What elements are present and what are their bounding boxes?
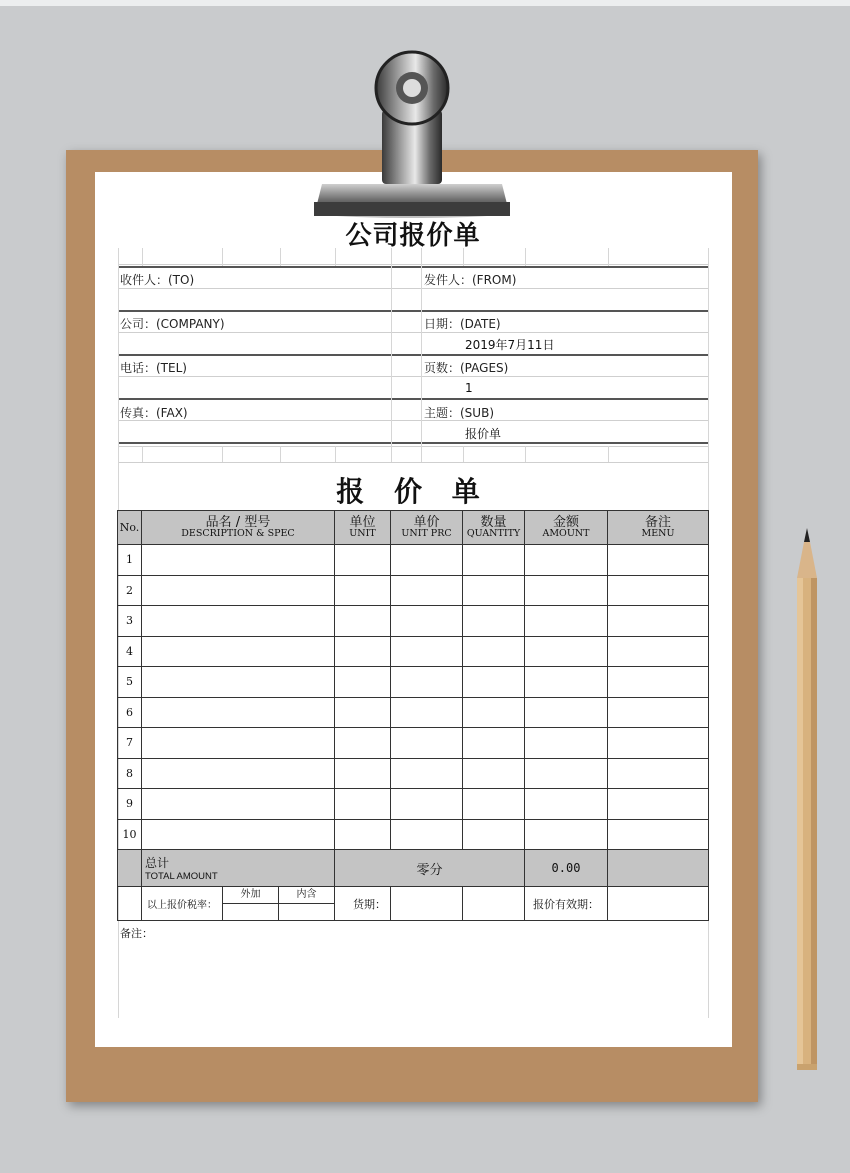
- table-cell[interactable]: [391, 697, 463, 728]
- tel-label: 电话：(TEL): [120, 361, 187, 375]
- table-row: [118, 545, 709, 576]
- table-cell[interactable]: [608, 636, 709, 667]
- table-cell[interactable]: [391, 728, 463, 759]
- tax-cell: [142, 887, 335, 921]
- total-en-label: TOTAL AMOUNT: [145, 871, 218, 882]
- table-cell[interactable]: [463, 606, 525, 637]
- grid-line: [118, 462, 709, 463]
- document-title: 公司报价单: [345, 221, 481, 251]
- table-row: [118, 575, 709, 606]
- row-number: 8: [118, 758, 142, 789]
- table-cell[interactable]: [525, 728, 608, 759]
- from-label: 发件人：(FROM): [424, 273, 517, 287]
- table-cell[interactable]: [463, 667, 525, 698]
- pencil: [794, 528, 820, 1072]
- table-row: [118, 789, 709, 820]
- table-cell[interactable]: [142, 606, 335, 637]
- table-cell[interactable]: [335, 697, 391, 728]
- delivery-input[interactable]: [391, 887, 463, 921]
- tax-label: 以上报价税率：: [147, 900, 217, 911]
- grid-line: [608, 446, 609, 462]
- grid-line: [280, 446, 281, 462]
- table-cell[interactable]: [608, 819, 709, 850]
- grid-line: [118, 376, 709, 377]
- row-number: 10: [118, 819, 142, 850]
- total-amount: 0.00: [525, 850, 608, 887]
- row-number: 3: [118, 606, 142, 637]
- table-cell[interactable]: [463, 819, 525, 850]
- grid-border: [118, 310, 709, 312]
- pages-value[interactable]: 1: [465, 381, 473, 395]
- table-cell[interactable]: [142, 758, 335, 789]
- table-cell[interactable]: [142, 819, 335, 850]
- row-number: 4: [118, 636, 142, 667]
- table-cell[interactable]: [142, 728, 335, 759]
- col-remark: 备注 MENU: [608, 511, 709, 545]
- table-cell[interactable]: [335, 545, 391, 576]
- grid-line: [525, 446, 526, 462]
- row-number: 6: [118, 697, 142, 728]
- grid-line: [280, 248, 281, 266]
- total-words: 零分: [335, 850, 525, 887]
- table-cell[interactable]: [335, 636, 391, 667]
- table-cell[interactable]: [525, 575, 608, 606]
- table-cell[interactable]: [525, 819, 608, 850]
- remarks-label: 备注：: [120, 927, 153, 940]
- table-row: [118, 728, 709, 759]
- tax-included-input[interactable]: [279, 904, 334, 920]
- grid-line: [222, 248, 223, 266]
- table-cell[interactable]: [335, 758, 391, 789]
- subject-label: 主题：(SUB): [424, 406, 494, 420]
- table-cell[interactable]: [335, 789, 391, 820]
- grid-line: [118, 288, 709, 289]
- table-cell[interactable]: [608, 667, 709, 698]
- row-number: 1: [118, 545, 142, 576]
- binder-clip: [314, 44, 510, 220]
- table-cell[interactable]: [608, 545, 709, 576]
- table-header-row: [118, 511, 709, 545]
- table-cell[interactable]: [525, 697, 608, 728]
- table-cell[interactable]: [463, 789, 525, 820]
- row-number: 2: [118, 575, 142, 606]
- date-value[interactable]: 2019年7月11日: [465, 338, 555, 352]
- total-remark-cell: [608, 850, 709, 887]
- table-cell[interactable]: [525, 606, 608, 637]
- table-cell[interactable]: [391, 575, 463, 606]
- table-cell[interactable]: [335, 728, 391, 759]
- grid-border: [118, 398, 709, 400]
- table-cell[interactable]: [391, 667, 463, 698]
- table-cell[interactable]: [391, 606, 463, 637]
- table-cell[interactable]: [335, 575, 391, 606]
- tax-row: [118, 887, 709, 921]
- table-row: [118, 606, 709, 637]
- company-label: 公司：(COMPANY): [120, 317, 225, 331]
- table-row: [118, 636, 709, 667]
- table-cell[interactable]: [463, 575, 525, 606]
- table-cell[interactable]: [608, 728, 709, 759]
- grid-line: [222, 446, 223, 462]
- table-cell[interactable]: [142, 636, 335, 667]
- delivery-label: 货期：: [335, 887, 391, 921]
- col-quantity: 数量 QUANTITY: [463, 511, 525, 545]
- table-cell[interactable]: [391, 819, 463, 850]
- col-description: 品名 / 型号 DESCRIPTION & SPEC: [142, 511, 335, 545]
- table-row: [118, 758, 709, 789]
- table-cell[interactable]: [142, 545, 335, 576]
- table-cell[interactable]: [142, 697, 335, 728]
- table-cell[interactable]: [142, 667, 335, 698]
- fax-label: 传真：(FAX): [120, 406, 188, 420]
- table-cell[interactable]: [525, 667, 608, 698]
- grid-line: [118, 420, 709, 421]
- to-label: 收件人：(TO): [120, 273, 195, 287]
- row-number: 5: [118, 667, 142, 698]
- pages-label: 页数：(PAGES): [424, 361, 509, 375]
- grid-line: [421, 248, 422, 462]
- table-cell[interactable]: [391, 758, 463, 789]
- tax-included-label: 内含: [296, 889, 317, 900]
- grid-border: [118, 266, 709, 268]
- tax-row-blank: [463, 887, 525, 921]
- row-number: 9: [118, 789, 142, 820]
- top-strip: [0, 0, 850, 6]
- table-cell[interactable]: [525, 758, 608, 789]
- grid-line: [118, 264, 709, 265]
- table-cell[interactable]: [142, 789, 335, 820]
- table-cell[interactable]: [463, 697, 525, 728]
- table-cell[interactable]: [463, 636, 525, 667]
- table-cell[interactable]: [608, 575, 709, 606]
- table-cell[interactable]: [142, 575, 335, 606]
- tax-blank-cell: [118, 887, 142, 921]
- table-cell[interactable]: [463, 728, 525, 759]
- table-cell[interactable]: [608, 758, 709, 789]
- col-amount: 金额 AMOUNT: [525, 511, 608, 545]
- validity-label: 报价有效期：: [525, 887, 608, 921]
- total-label-cell: [142, 850, 335, 887]
- total-row: [118, 850, 709, 887]
- table-cell[interactable]: [335, 819, 391, 850]
- grid-border: [118, 354, 709, 356]
- grid-line: [142, 446, 143, 462]
- table-cell[interactable]: [391, 789, 463, 820]
- col-unit: 单位 UNIT: [335, 511, 391, 545]
- quote-heading: 报 价 单: [336, 475, 490, 508]
- table-row: [118, 697, 709, 728]
- table-cell[interactable]: [608, 606, 709, 637]
- grid-line: [118, 332, 709, 333]
- table-cell[interactable]: [391, 636, 463, 667]
- total-cn-label: 总计: [145, 856, 170, 870]
- subject-value[interactable]: 报价单: [465, 427, 502, 441]
- date-label: 日期：(DATE): [424, 317, 501, 331]
- tax-extra-label: 外加: [223, 887, 279, 903]
- table-cell[interactable]: [335, 606, 391, 637]
- table-cell[interactable]: [525, 636, 608, 667]
- table-cell[interactable]: [463, 545, 525, 576]
- table-cell[interactable]: [608, 789, 709, 820]
- grid-line: [463, 446, 464, 462]
- grid-line: [118, 446, 709, 447]
- table-cell[interactable]: [463, 758, 525, 789]
- table-row: [118, 667, 709, 698]
- table-cell[interactable]: [608, 697, 709, 728]
- col-unit-price: 单价 UNIT PRC: [391, 511, 463, 545]
- table-cell[interactable]: [525, 545, 608, 576]
- table-cell[interactable]: [391, 545, 463, 576]
- col-no: No.: [118, 511, 142, 545]
- row-number: 7: [118, 728, 142, 759]
- tax-extra-input[interactable]: [223, 904, 279, 920]
- table-cell[interactable]: [525, 789, 608, 820]
- table-row: [118, 819, 709, 850]
- grid-line: [142, 248, 143, 266]
- total-blank-cell: [118, 850, 142, 887]
- validity-input[interactable]: [608, 887, 709, 921]
- grid-line: [391, 248, 392, 462]
- grid-border: [118, 442, 709, 444]
- table-cell[interactable]: [335, 667, 391, 698]
- grid-line: [608, 248, 609, 266]
- grid-line: [335, 446, 336, 462]
- quote-table: [117, 510, 709, 921]
